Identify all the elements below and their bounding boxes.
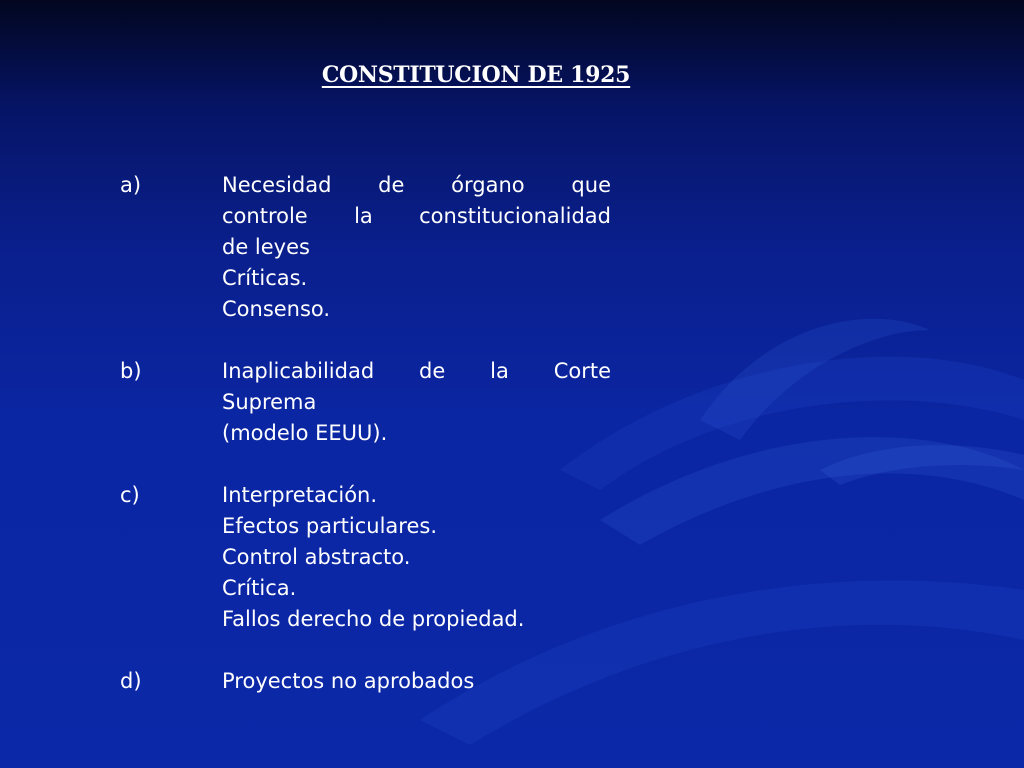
list-item-text (222, 356, 611, 449)
list-marker: d) (120, 669, 142, 693)
list-marker: b) (120, 359, 142, 383)
list-marker: a) (120, 173, 142, 197)
list-item-text (222, 480, 611, 635)
list-item-d (120, 666, 611, 697)
list-marker: c) (120, 483, 140, 507)
list-item-text (222, 666, 611, 697)
text-line: Interpretación. (222, 483, 378, 507)
text-line: Inaplicabilidad de la Corte (222, 359, 611, 383)
text-line: Efectos particulares. (222, 514, 437, 538)
text-line: Consenso. (222, 297, 331, 321)
list-item-c (120, 480, 611, 635)
text-line: Proyectos no aprobados (222, 669, 475, 693)
list-item-b (120, 356, 611, 449)
text-line: de leyes (222, 235, 310, 259)
text-line: controle la constitucionalidad (222, 204, 611, 228)
item-list (120, 170, 611, 728)
text-line: Crítica. (222, 576, 297, 600)
list-item-a (120, 170, 611, 325)
list-item-text (222, 170, 611, 325)
text-line: Fallos derecho de propiedad. (222, 607, 525, 631)
text-line: (modelo EEUU). (222, 421, 388, 445)
text-line: Críticas. (222, 266, 308, 290)
text-line: Necesidad de órgano que (222, 173, 611, 197)
text-line: Control abstracto. (222, 545, 411, 569)
text-line: Suprema (222, 390, 317, 414)
slide-title: CONSTITUCION DE 1925 (321, 62, 631, 88)
